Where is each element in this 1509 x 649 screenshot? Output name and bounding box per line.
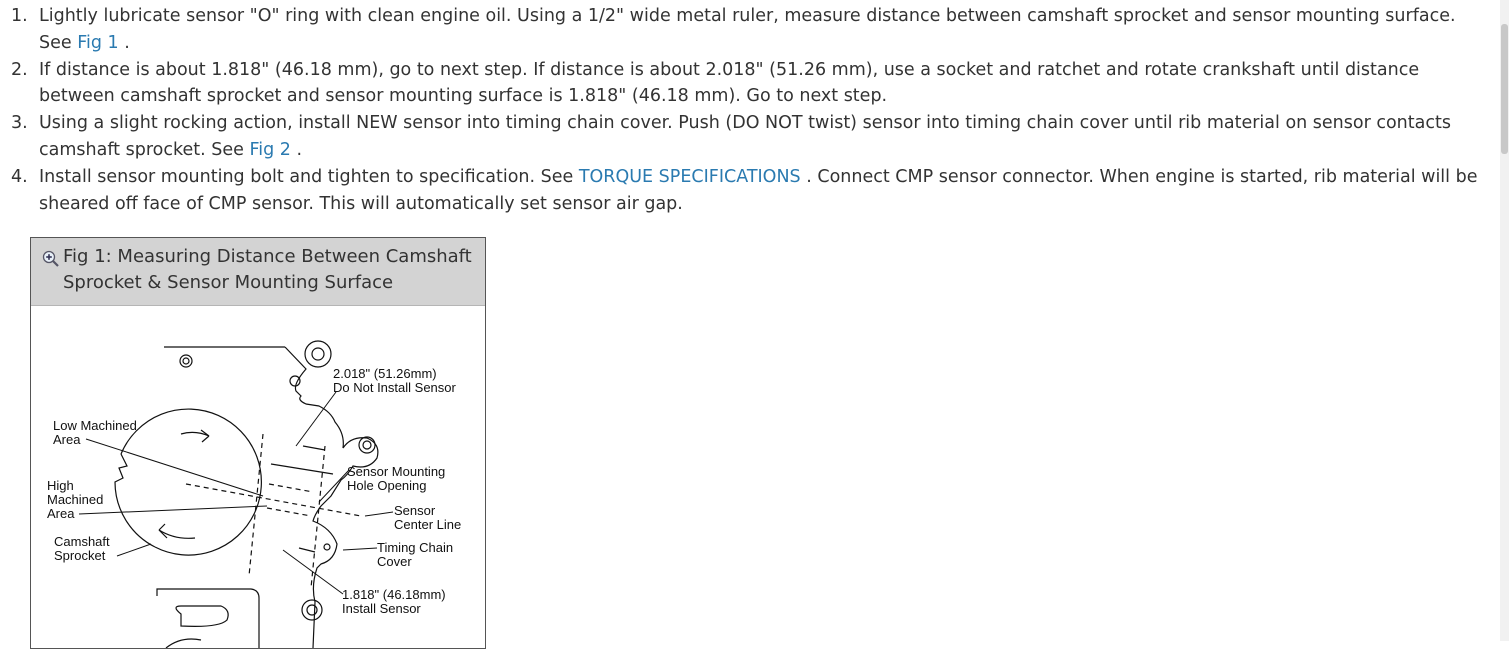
scrollbar-thumb[interactable] [1501,24,1508,154]
distance-1818-note: Install Sensor [342,601,421,616]
distance-2018-note: Do Not Install Sensor [333,380,456,395]
fig-2-link[interactable]: Fig 2 [249,139,291,160]
step-text-end: . [290,139,303,160]
high-machined-area-label-3: Area [47,506,75,521]
zoom-in-icon[interactable] [42,250,60,276]
camshaft-sensor-diagram [31,306,485,648]
step-number: 3. [11,113,28,134]
sensor-mounting-hole-label-2: Hole Opening [347,478,427,493]
sensor-center-line-label: Sensor [394,503,436,518]
distance-2018-label: 2.018" (51.26mm) [333,366,437,381]
figure-caption: Fig 1: Measuring Distance Between Camshaft Sprocket & Sensor Mounting Surface [63,246,472,293]
step-text: If distance is about 1.818" (46.18 mm), go to next step. If distance is about 2.018" (51.26 mm), use a socket and ratchet and rotate crankshaft until distance between camshaft sprocket and sensor mounting surface is 1.818" (46.18 mm). Go to next step. [39,59,1420,107]
fig-1-link[interactable]: Fig 1 [77,32,119,53]
step-text: Using a slight rocking action, install NEW sensor into timing chain cover. Push (DO NOT twist) sensor into timing chain cover until rib material on sensor contacts camshaft sprocket. See [39,113,1451,160]
step-item-2 [11,57,1500,111]
step-text-end: . Connect CMP sensor connector. When engine is started, rib material will be sheared off face of CMP sensor. This will automatically set sensor air gap. [39,166,1478,214]
step-text: Lightly lubricate sensor "O" ring with clean engine oil. Using a 1/2" wide metal ruler, measure distance between camshaft sprocket and sensor mounting surface. See [39,6,1456,53]
camshaft-sprocket-label: Camshaft [54,534,110,549]
high-machined-area-label-2: Machined [47,492,104,507]
high-machined-area-label: High [47,478,74,493]
low-machined-area-label-2: Area [53,432,81,447]
step-text-end: . [118,32,130,53]
step-number: 4. [11,166,28,187]
step-number: 2. [11,59,28,80]
sensor-center-line-label-2: Center Line [394,517,462,532]
step-item-3 [11,110,1500,164]
steps-list [0,0,1500,217]
figure-1-panel [30,237,486,649]
step-item-4 [11,164,1500,218]
step-item-1 [11,3,1500,57]
camshaft-sprocket-label-2: Sprocket [54,548,106,563]
vertical-scrollbar[interactable] [1500,0,1509,641]
torque-specifications-link[interactable]: TORQUE SPECIFICATIONS [578,166,801,187]
sensor-mounting-hole-label: Sensor Mounting [347,464,446,479]
timing-chain-cover-label: Timing Chain [377,540,454,555]
step-number: 1. [11,6,28,26]
figure-caption-bar [31,238,485,306]
low-machined-area-label: Low Machined [53,418,137,433]
timing-chain-cover-label-2: Cover [377,554,412,569]
distance-1818-label: 1.818" (46.18mm) [342,587,446,602]
step-text: Install sensor mounting bolt and tighten to specification. See [39,166,579,187]
procedure-content [0,0,1500,217]
